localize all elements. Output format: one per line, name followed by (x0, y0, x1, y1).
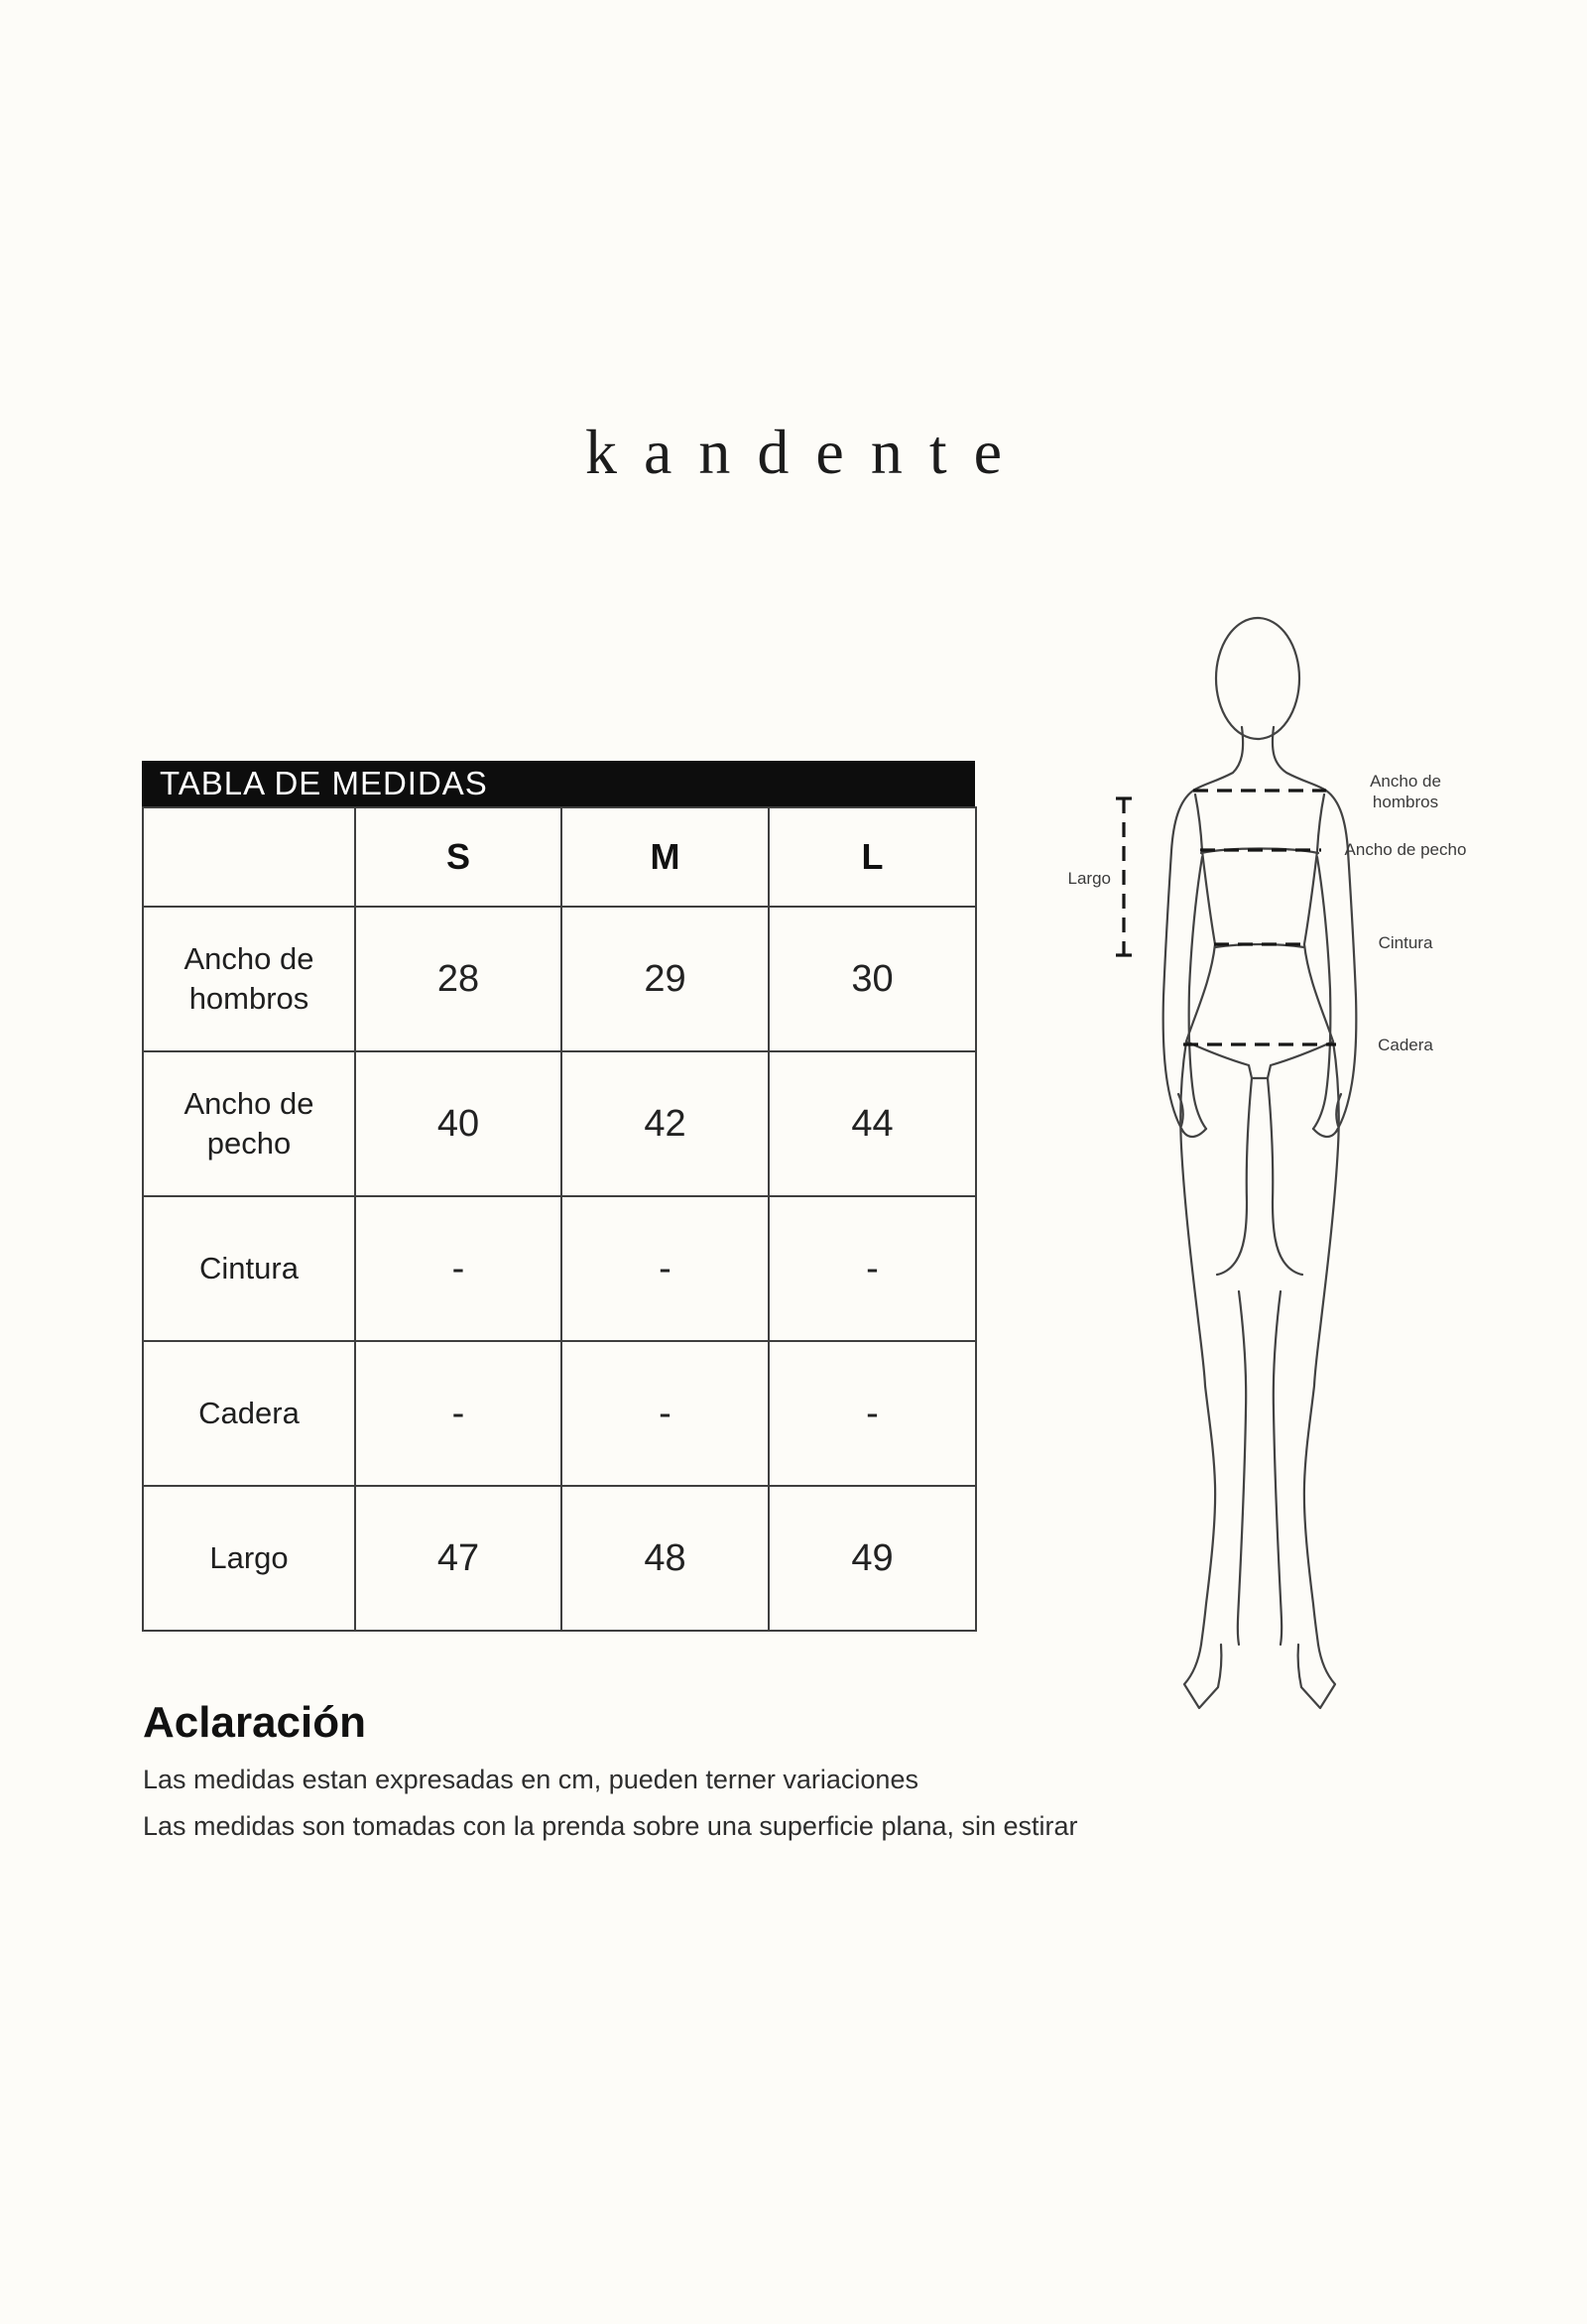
cell-value: - (769, 1196, 976, 1341)
cell-value: 29 (561, 907, 769, 1051)
cell-value: 28 (355, 907, 561, 1051)
croquis-leg-right (1304, 1041, 1339, 1645)
croquis-inner-calf-right (1274, 1291, 1282, 1645)
croquis-inner-thigh-right (1268, 1078, 1302, 1275)
notes-heading: Aclaración (143, 1698, 366, 1747)
row-label: Cintura (143, 1196, 355, 1341)
cell-value: 47 (355, 1486, 561, 1631)
croquis-inner-calf-left (1238, 1291, 1246, 1645)
cell-value: - (561, 1341, 769, 1486)
croquis-hand-left (1183, 1129, 1206, 1137)
measurement-lines (1116, 791, 1336, 1044)
table-row-waist (143, 1196, 976, 1341)
cell-value: 49 (769, 1486, 976, 1631)
size-column-m: M (561, 807, 769, 907)
cell-value: 30 (769, 907, 976, 1051)
size-table-header-row (143, 807, 976, 907)
cell-value: 44 (769, 1051, 976, 1196)
croquis-leg-left (1180, 1041, 1215, 1645)
figure-label-chest: Ancho de pecho (1344, 840, 1467, 859)
row-label: Ancho de pecho (143, 1051, 355, 1196)
croquis-arm-left (1163, 791, 1193, 1132)
croquis-foot-left (1184, 1645, 1221, 1708)
figure-label-hips: Cadera (1378, 1036, 1433, 1054)
cell-value: 42 (561, 1051, 769, 1196)
croquis-bikini (1186, 1041, 1333, 1078)
table-row-shoulders (143, 907, 976, 1051)
croquis-neck-left (1193, 727, 1243, 791)
croquis-torso-right (1304, 795, 1333, 1041)
note-line: Las medidas son tomadas con la prenda sobre una superficie plana, sin estirar (143, 1811, 1078, 1841)
size-table-title: TABLA DE MEDIDAS (142, 761, 975, 806)
croquis-torso-left (1186, 795, 1215, 1041)
row-label: Cadera (143, 1341, 355, 1486)
cell-value: - (355, 1196, 561, 1341)
table-row-length (143, 1486, 976, 1631)
croquis-figure (1163, 618, 1357, 1708)
table-row-chest (143, 1051, 976, 1196)
body-measurement-diagram (1032, 595, 1508, 1726)
row-label: Ancho de hombros (143, 907, 355, 1051)
croquis-inner-thigh-left (1217, 1078, 1252, 1275)
size-table-corner-cell (143, 807, 355, 907)
cell-value: - (355, 1341, 561, 1486)
cell-value: 48 (561, 1486, 769, 1631)
cell-value: - (769, 1341, 976, 1486)
croquis-head (1216, 618, 1299, 739)
croquis-foot-right (1298, 1645, 1335, 1708)
figure-label-waist: Cintura (1378, 933, 1433, 952)
croquis-neck-right (1273, 727, 1326, 791)
size-table-grid (142, 806, 977, 1632)
cell-value: 40 (355, 1051, 561, 1196)
croquis-hand-right (1313, 1129, 1336, 1137)
brand-logo: kandente (585, 417, 1029, 487)
size-table (142, 761, 975, 1632)
size-column-s: S (355, 807, 561, 907)
table-row-hips (143, 1341, 976, 1486)
note-line: Las medidas estan expresadas en cm, pueden terner variaciones (143, 1765, 918, 1794)
size-column-l: L (769, 807, 976, 907)
cell-value: - (561, 1196, 769, 1341)
figure-label-length: Largo (1067, 869, 1111, 888)
row-label: Largo (143, 1486, 355, 1631)
figure-label-shoulders: Ancho de hombros (1370, 772, 1441, 811)
